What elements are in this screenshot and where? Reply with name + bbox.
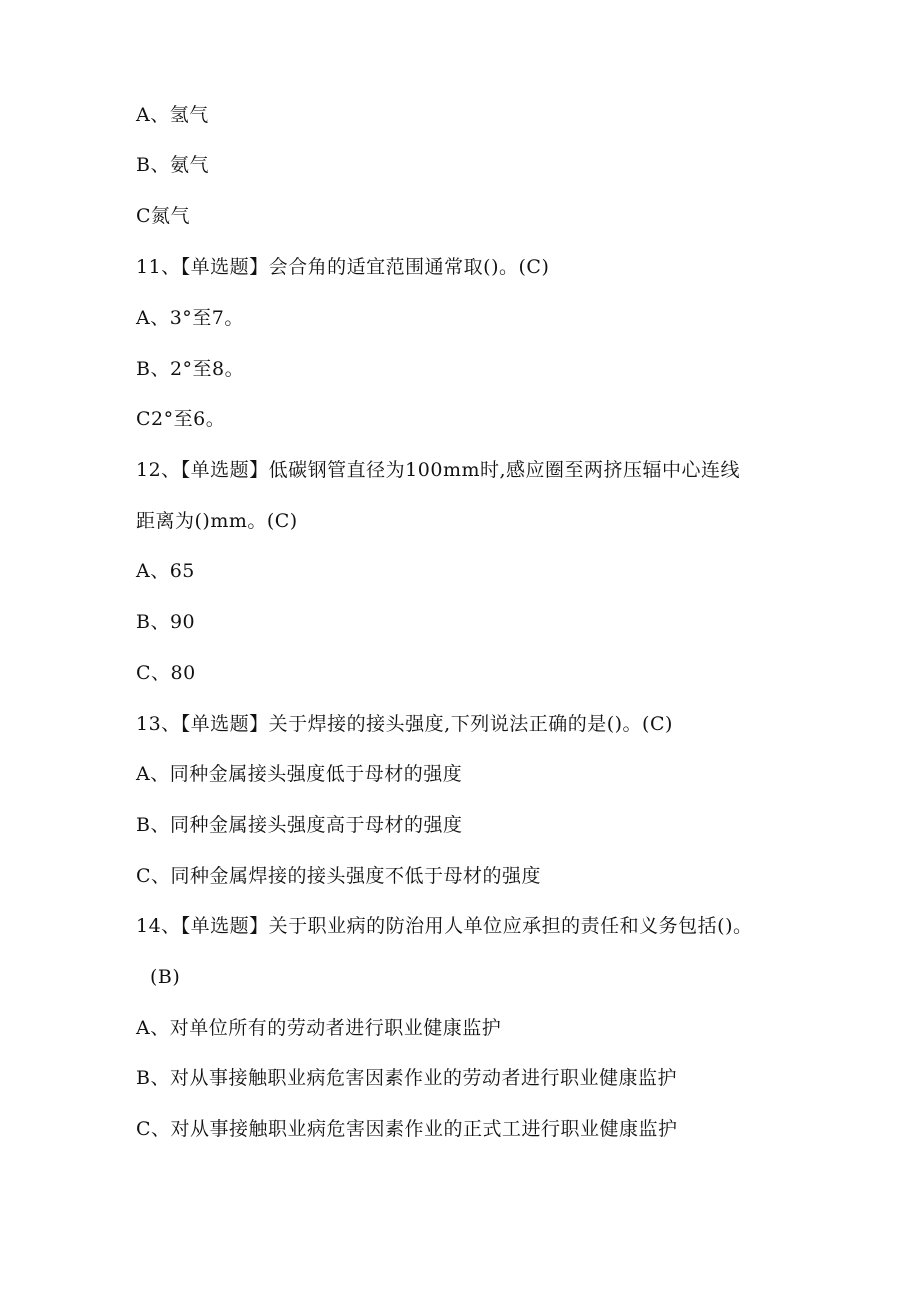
option-a-q10: A、氢气 (136, 104, 209, 126)
option-c-q10: C氮气 (136, 205, 191, 227)
option-a-q14: A、对单位所有的劳动者进行职业健康监护 (136, 1017, 502, 1039)
option-c-q11: C2°至6。 (136, 408, 226, 430)
option-b-q11: B、2°至8。 (136, 358, 245, 380)
question-14-answer: (B) (150, 966, 181, 988)
option-a-q13: A、同种金属接头强度低于母材的强度 (136, 763, 463, 785)
option-c-q14: C、对从事接触职业病危害因素作业的正式工进行职业健康监护 (136, 1118, 678, 1140)
option-b-q14: B、对从事接触职业病危害因素作业的劳动者进行职业健康监护 (136, 1067, 677, 1089)
option-c-q12: C、80 (136, 662, 196, 684)
question-11: 11、【单选题】会合角的适宜范围通常取()。(C) (136, 256, 550, 278)
question-14: 14、【单选题】关于职业病的防治用人单位应承担的责任和义务包括()。 (136, 915, 753, 937)
option-b-q10: B、氨气 (136, 154, 209, 176)
question-13: 13、【单选题】关于焊接的接头强度,下列说法正确的是()。(C) (136, 713, 673, 735)
option-a-q11: A、3°至7。 (136, 307, 244, 329)
question-12-continued: 距离为()mm。(C) (136, 510, 298, 532)
question-12: 12、【单选题】低碳钢管直径为100mm时,感应圈至两挤压辐中心连线 (136, 459, 741, 481)
option-b-q13: B、同种金属接头强度高于母材的强度 (136, 814, 463, 836)
option-b-q12: B、90 (136, 611, 196, 633)
option-a-q12: A、65 (136, 560, 195, 582)
option-c-q13: C、同种金属焊接的接头强度不低于母材的强度 (136, 865, 542, 887)
